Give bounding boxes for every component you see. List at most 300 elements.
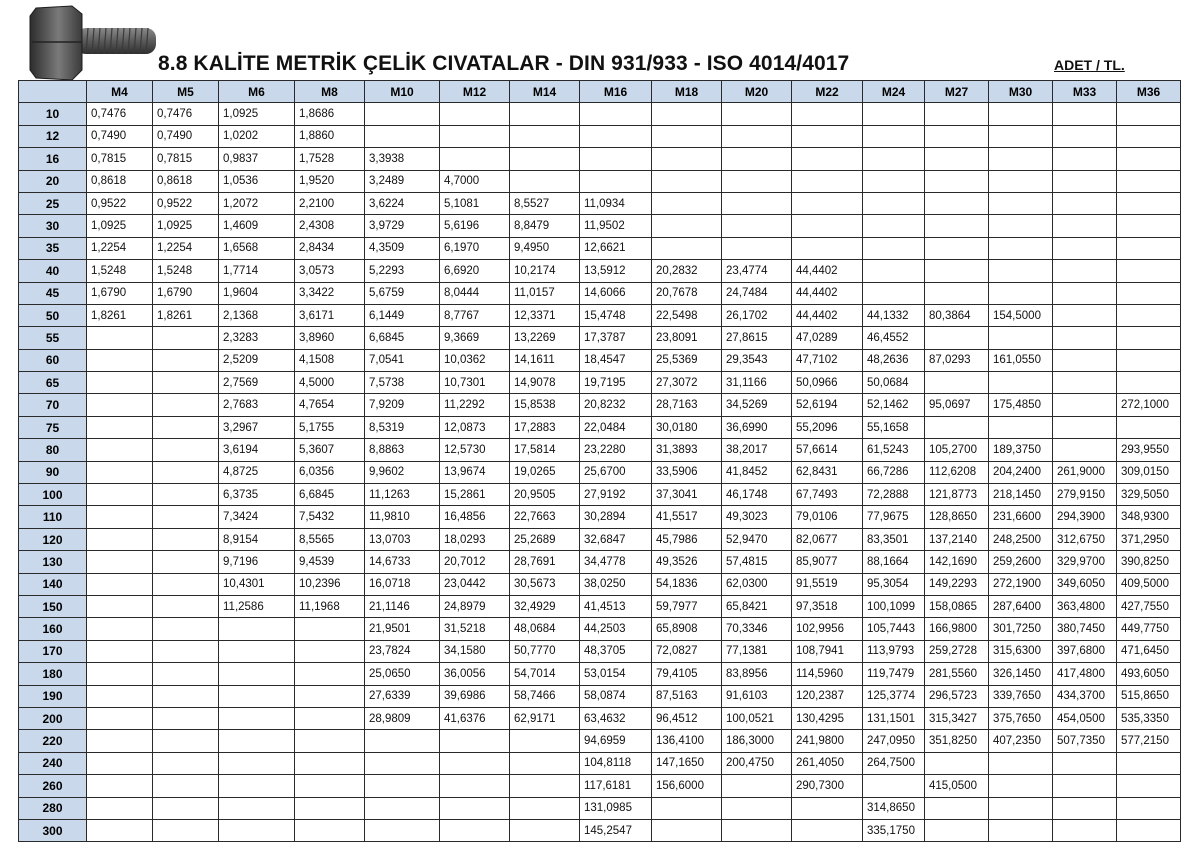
price-cell: 315,3427 (925, 707, 989, 729)
price-cell: 29,3543 (722, 349, 792, 371)
price-cell: 62,8431 (792, 461, 863, 483)
price-cell: 4,5000 (295, 372, 365, 394)
row-length-label: 20 (19, 170, 87, 192)
price-cell: 24,8979 (440, 595, 510, 617)
price-cell: 577,2150 (1117, 730, 1181, 752)
price-cell (863, 282, 925, 304)
price-cell: 20,9505 (510, 484, 580, 506)
price-cell: 18,0293 (440, 528, 510, 550)
price-cell (989, 372, 1053, 394)
price-cell: 0,8618 (153, 170, 219, 192)
price-cell (87, 506, 153, 528)
price-cell: 55,1658 (863, 416, 925, 438)
price-cell: 231,6600 (989, 506, 1053, 528)
price-cell (153, 775, 219, 797)
table-row (19, 461, 1181, 483)
price-cell: 0,9522 (153, 192, 219, 214)
price-cell: 27,9192 (580, 484, 652, 506)
price-cell: 10,7301 (440, 372, 510, 394)
price-cell: 7,3424 (219, 506, 295, 528)
price-cell: 108,7941 (792, 640, 863, 662)
price-cell: 65,8908 (652, 618, 722, 640)
price-cell: 272,1900 (989, 573, 1053, 595)
row-length-label: 30 (19, 215, 87, 237)
price-cell: 507,7350 (1053, 730, 1117, 752)
price-cell: 17,3787 (580, 327, 652, 349)
row-length-label: 90 (19, 461, 87, 483)
price-cell (925, 260, 989, 282)
price-cell (1117, 819, 1181, 841)
price-cell: 261,9000 (1053, 461, 1117, 483)
price-cell: 309,0150 (1117, 461, 1181, 483)
price-cell: 13,2269 (510, 327, 580, 349)
price-cell: 49,3526 (652, 551, 722, 573)
price-cell: 335,1750 (863, 819, 925, 841)
price-cell (722, 237, 792, 259)
column-header: M33 (1053, 81, 1117, 103)
price-cell: 11,2292 (440, 394, 510, 416)
price-cell: 1,7528 (295, 148, 365, 170)
price-cell: 397,6800 (1053, 640, 1117, 662)
price-cell: 13,9674 (440, 461, 510, 483)
price-cell: 83,8956 (722, 663, 792, 685)
row-length-label: 25 (19, 192, 87, 214)
price-cell: 0,9837 (219, 148, 295, 170)
price-cell (989, 327, 1053, 349)
price-cell (87, 707, 153, 729)
price-cell: 8,5319 (365, 416, 440, 438)
price-cell (153, 551, 219, 573)
price-cell: 1,0536 (219, 170, 295, 192)
price-cell (87, 819, 153, 841)
price-cell (792, 170, 863, 192)
price-cell: 54,1836 (652, 573, 722, 595)
price-cell: 117,6181 (580, 775, 652, 797)
price-cell: 97,3518 (792, 595, 863, 617)
row-length-label: 80 (19, 439, 87, 461)
row-length-label: 100 (19, 484, 87, 506)
price-cell: 7,5738 (365, 372, 440, 394)
price-cell (652, 170, 722, 192)
column-header: M20 (722, 81, 792, 103)
price-cell: 0,7815 (153, 148, 219, 170)
unit-label: ADET / TL. (1054, 57, 1125, 73)
price-cell: 1,2254 (87, 237, 153, 259)
price-cell: 380,7450 (1053, 618, 1117, 640)
price-cell (925, 819, 989, 841)
price-cell (792, 819, 863, 841)
price-cell: 1,9604 (219, 282, 295, 304)
price-cell: 85,9077 (792, 551, 863, 573)
price-cell: 77,9675 (863, 506, 925, 528)
price-cell: 77,1381 (722, 640, 792, 662)
price-cell: 44,4402 (792, 260, 863, 282)
price-cell: 14,6733 (365, 551, 440, 573)
table-body (19, 103, 1181, 842)
price-cell (153, 707, 219, 729)
price-cell (652, 148, 722, 170)
price-cell (792, 237, 863, 259)
price-cell: 130,4295 (792, 707, 863, 729)
price-cell: 11,0157 (510, 282, 580, 304)
price-cell: 12,6621 (580, 237, 652, 259)
price-cell (153, 394, 219, 416)
price-cell (87, 349, 153, 371)
price-cell: 2,8434 (295, 237, 365, 259)
price-cell: 63,4632 (580, 707, 652, 729)
price-cell: 82,0677 (792, 528, 863, 550)
price-cell: 6,6845 (365, 327, 440, 349)
price-cell (87, 416, 153, 438)
price-cell: 281,5560 (925, 663, 989, 685)
price-cell (925, 192, 989, 214)
price-cell: 11,1968 (295, 595, 365, 617)
price-cell (652, 125, 722, 147)
price-cell: 136,4100 (652, 730, 722, 752)
price-cell: 25,0650 (365, 663, 440, 685)
price-cell: 87,5163 (652, 685, 722, 707)
table-row (19, 304, 1181, 326)
price-cell (1117, 797, 1181, 819)
price-cell (652, 237, 722, 259)
price-cell: 407,2350 (989, 730, 1053, 752)
price-cell (989, 797, 1053, 819)
price-cell (87, 573, 153, 595)
price-cell: 375,7650 (989, 707, 1053, 729)
column-header: M30 (989, 81, 1053, 103)
row-length-label: 40 (19, 260, 87, 282)
price-cell: 259,2728 (925, 640, 989, 662)
price-cell (989, 260, 1053, 282)
price-cell: 312,6750 (1053, 528, 1117, 550)
price-cell (925, 103, 989, 125)
row-length-label: 220 (19, 730, 87, 752)
price-cell: 147,1650 (652, 752, 722, 774)
price-cell (440, 730, 510, 752)
price-cell (989, 170, 1053, 192)
price-cell: 3,6194 (219, 439, 295, 461)
price-cell: 2,5209 (219, 349, 295, 371)
price-cell (925, 372, 989, 394)
price-cell: 6,1970 (440, 237, 510, 259)
table-row (19, 282, 1181, 304)
price-cell: 39,6986 (440, 685, 510, 707)
price-cell: 454,0500 (1053, 707, 1117, 729)
row-length-label: 160 (19, 618, 87, 640)
price-cell: 15,4748 (580, 304, 652, 326)
price-cell: 23,7824 (365, 640, 440, 662)
price-cell: 1,2072 (219, 192, 295, 214)
column-header: M18 (652, 81, 722, 103)
table-row (19, 237, 1181, 259)
price-cell: 23,0442 (440, 573, 510, 595)
price-cell: 58,0874 (580, 685, 652, 707)
price-cell (989, 282, 1053, 304)
price-cell: 128,8650 (925, 506, 989, 528)
price-cell: 3,9729 (365, 215, 440, 237)
price-cell (989, 103, 1053, 125)
price-cell: 264,7500 (863, 752, 925, 774)
table-row (19, 103, 1181, 125)
price-cell: 91,5519 (792, 573, 863, 595)
price-cell (1117, 372, 1181, 394)
column-header: M4 (87, 81, 153, 103)
price-cell: 218,1450 (989, 484, 1053, 506)
price-cell (722, 148, 792, 170)
table-row (19, 170, 1181, 192)
price-cell: 1,5248 (87, 260, 153, 282)
price-cell: 18,4547 (580, 349, 652, 371)
price-table (18, 80, 1181, 842)
price-cell: 34,5269 (722, 394, 792, 416)
price-cell: 34,1580 (440, 640, 510, 662)
column-header: M24 (863, 81, 925, 103)
row-length-label: 300 (19, 819, 87, 841)
price-cell: 38,2017 (722, 439, 792, 461)
price-cell (1053, 819, 1117, 841)
price-cell (365, 125, 440, 147)
price-cell (1117, 775, 1181, 797)
row-length-label: 12 (19, 125, 87, 147)
bolt-image-icon (28, 4, 160, 82)
price-cell: 11,9502 (580, 215, 652, 237)
price-cell: 1,5248 (153, 260, 219, 282)
price-cell: 53,0154 (580, 663, 652, 685)
price-cell (863, 192, 925, 214)
price-cell: 3,2489 (365, 170, 440, 192)
price-cell: 186,3000 (722, 730, 792, 752)
price-cell: 261,4050 (792, 752, 863, 774)
price-cell: 279,9150 (1053, 484, 1117, 506)
price-cell: 348,9300 (1117, 506, 1181, 528)
price-cell: 241,9800 (792, 730, 863, 752)
price-cell (1053, 260, 1117, 282)
price-cell (153, 327, 219, 349)
price-cell (1053, 192, 1117, 214)
price-cell: 3,6224 (365, 192, 440, 214)
price-cell: 5,1081 (440, 192, 510, 214)
price-cell: 57,4815 (722, 551, 792, 573)
price-cell: 16,0718 (365, 573, 440, 595)
price-cell: 175,4850 (989, 394, 1053, 416)
price-cell: 259,2600 (989, 551, 1053, 573)
price-cell: 158,0865 (925, 595, 989, 617)
table-row (19, 663, 1181, 685)
price-cell (87, 439, 153, 461)
price-cell: 156,6000 (652, 775, 722, 797)
column-header: M10 (365, 81, 440, 103)
price-cell (925, 170, 989, 192)
price-cell: 100,1099 (863, 595, 925, 617)
price-cell (722, 170, 792, 192)
price-cell: 30,2894 (580, 506, 652, 528)
price-cell (1053, 148, 1117, 170)
price-cell (153, 595, 219, 617)
table-row (19, 372, 1181, 394)
price-cell: 27,6339 (365, 685, 440, 707)
price-cell: 301,7250 (989, 618, 1053, 640)
page-title: 8.8 KALİTE METRİK ÇELİK CIVATALAR - DIN 931/933 - ISO 4014/4017 (158, 52, 850, 75)
table-row (19, 752, 1181, 774)
table-row (19, 819, 1181, 841)
price-cell (295, 685, 365, 707)
price-cell: 105,2700 (925, 439, 989, 461)
price-cell: 2,2100 (295, 192, 365, 214)
price-cell (510, 819, 580, 841)
price-cell: 13,5912 (580, 260, 652, 282)
price-cell (989, 215, 1053, 237)
price-cell: 1,6790 (153, 282, 219, 304)
price-cell: 59,7977 (652, 595, 722, 617)
price-cell (295, 707, 365, 729)
price-cell (440, 103, 510, 125)
price-cell: 54,7014 (510, 663, 580, 685)
price-cell (1053, 775, 1117, 797)
price-cell: 12,5730 (440, 439, 510, 461)
price-cell (510, 775, 580, 797)
price-cell (1117, 215, 1181, 237)
price-cell: 5,6759 (365, 282, 440, 304)
price-cell: 287,6400 (989, 595, 1053, 617)
price-cell: 16,4856 (440, 506, 510, 528)
price-cell: 131,0985 (580, 797, 652, 819)
price-cell: 24,7484 (722, 282, 792, 304)
price-cell (153, 484, 219, 506)
price-cell: 2,1368 (219, 304, 295, 326)
price-cell (510, 797, 580, 819)
price-cell (295, 618, 365, 640)
price-cell (510, 125, 580, 147)
price-cell (722, 797, 792, 819)
price-cell: 36,6990 (722, 416, 792, 438)
price-cell: 427,7550 (1117, 595, 1181, 617)
row-length-label: 260 (19, 775, 87, 797)
price-cell: 535,3350 (1117, 707, 1181, 729)
price-cell: 8,5565 (295, 528, 365, 550)
price-cell (87, 595, 153, 617)
price-cell (510, 170, 580, 192)
price-cell: 1,9520 (295, 170, 365, 192)
table-row (19, 528, 1181, 550)
price-cell: 12,0873 (440, 416, 510, 438)
price-cell: 8,5527 (510, 192, 580, 214)
price-cell (925, 327, 989, 349)
price-cell: 315,6300 (989, 640, 1053, 662)
price-cell: 204,2400 (989, 461, 1053, 483)
price-cell: 31,1166 (722, 372, 792, 394)
price-cell: 23,4774 (722, 260, 792, 282)
price-cell (1117, 282, 1181, 304)
price-cell (925, 797, 989, 819)
price-cell: 8,0444 (440, 282, 510, 304)
price-cell: 3,0573 (295, 260, 365, 282)
price-cell: 19,0265 (510, 461, 580, 483)
price-cell: 57,6614 (792, 439, 863, 461)
price-cell (925, 752, 989, 774)
price-cell: 131,1501 (863, 707, 925, 729)
price-cell: 119,7479 (863, 663, 925, 685)
price-cell: 28,9809 (365, 707, 440, 729)
price-cell (295, 775, 365, 797)
price-cell (87, 775, 153, 797)
price-cell: 3,2967 (219, 416, 295, 438)
price-cell: 142,1690 (925, 551, 989, 573)
price-cell (153, 640, 219, 662)
price-cell (989, 775, 1053, 797)
price-cell: 2,7569 (219, 372, 295, 394)
price-cell (153, 752, 219, 774)
price-cell: 189,3750 (989, 439, 1053, 461)
price-cell: 5,3607 (295, 439, 365, 461)
price-cell: 5,1755 (295, 416, 365, 438)
price-cell: 7,9209 (365, 394, 440, 416)
table-row (19, 640, 1181, 662)
price-cell: 11,2586 (219, 595, 295, 617)
price-cell: 62,0300 (722, 573, 792, 595)
price-cell: 21,9501 (365, 618, 440, 640)
price-cell: 161,0550 (989, 349, 1053, 371)
price-cell (365, 797, 440, 819)
price-cell (87, 394, 153, 416)
price-cell: 1,8261 (87, 304, 153, 326)
table-row (19, 506, 1181, 528)
price-cell (87, 528, 153, 550)
row-length-label: 110 (19, 506, 87, 528)
price-cell: 31,5218 (440, 618, 510, 640)
price-cell: 14,9078 (510, 372, 580, 394)
price-cell: 25,6700 (580, 461, 652, 483)
price-cell: 1,0925 (87, 215, 153, 237)
price-cell (722, 215, 792, 237)
price-cell: 14,1611 (510, 349, 580, 371)
price-cell: 0,7476 (87, 103, 153, 125)
price-cell (792, 103, 863, 125)
price-cell (863, 125, 925, 147)
price-cell: 449,7750 (1117, 618, 1181, 640)
price-cell (1117, 416, 1181, 438)
price-cell: 8,7767 (440, 304, 510, 326)
price-cell (440, 797, 510, 819)
price-cell: 294,3900 (1053, 506, 1117, 528)
row-length-label: 70 (19, 394, 87, 416)
price-cell (295, 797, 365, 819)
price-cell (365, 730, 440, 752)
price-cell (87, 372, 153, 394)
price-cell: 339,7650 (989, 685, 1053, 707)
row-length-label: 150 (19, 595, 87, 617)
price-cell (219, 707, 295, 729)
table-row (19, 125, 1181, 147)
price-cell (153, 349, 219, 371)
price-cell (925, 215, 989, 237)
price-cell (510, 752, 580, 774)
price-cell (722, 192, 792, 214)
price-cell (863, 170, 925, 192)
price-cell: 0,9522 (87, 192, 153, 214)
price-cell: 41,6376 (440, 707, 510, 729)
price-cell (989, 752, 1053, 774)
price-cell: 149,2293 (925, 573, 989, 595)
table-row (19, 215, 1181, 237)
price-cell: 31,3893 (652, 439, 722, 461)
price-cell: 3,6171 (295, 304, 365, 326)
price-cell (722, 125, 792, 147)
price-cell: 5,6196 (440, 215, 510, 237)
row-length-label: 75 (19, 416, 87, 438)
price-cell (1053, 349, 1117, 371)
price-cell (925, 416, 989, 438)
price-cell (153, 618, 219, 640)
